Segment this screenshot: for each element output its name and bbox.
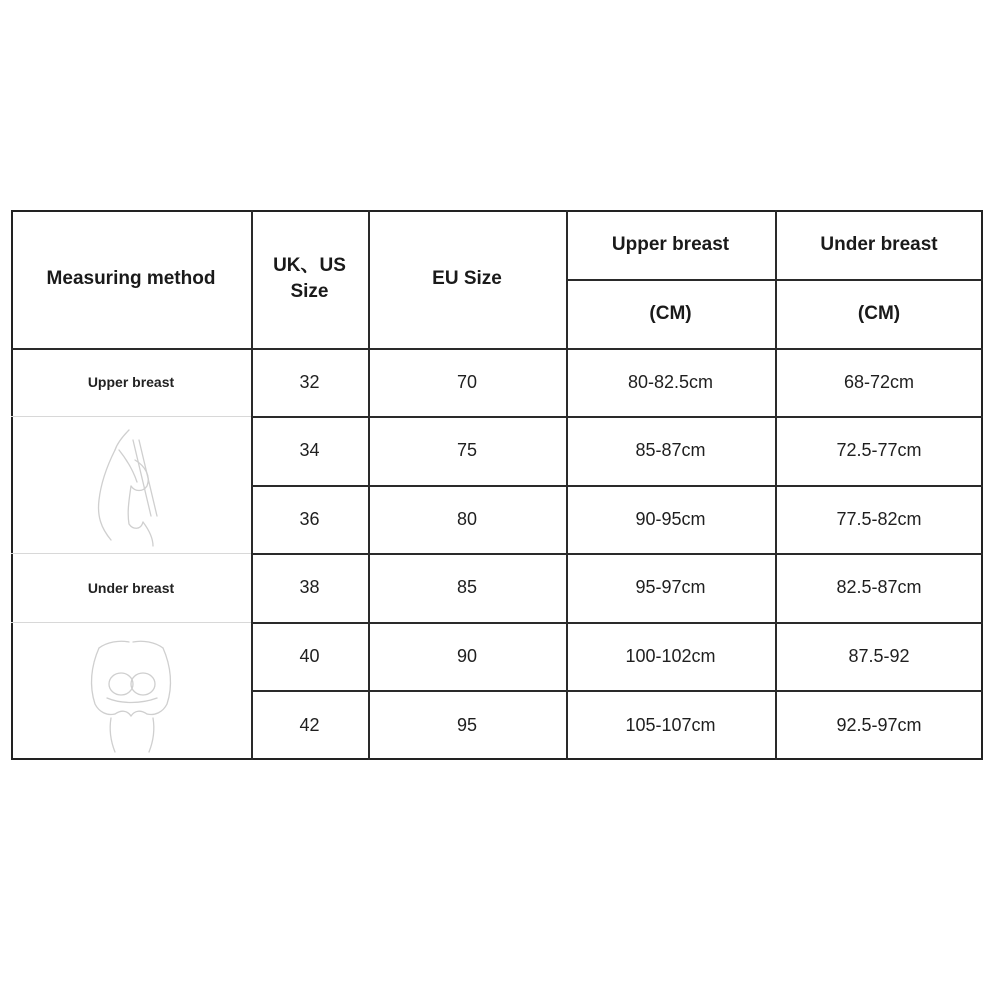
row-1-uk-us: 32 [299,371,320,392]
row-2-under: 72.5-77cm [836,440,922,460]
row-5-uk-us: 40 [299,645,320,666]
method-under-breast-text: Under breast [87,579,175,596]
row-2-upper: 85-87cm [635,440,706,460]
row-3-under: 77.5-82cm [836,508,922,529]
header-under-unit-text: (CM) [857,302,901,324]
row-6-uk-us: 42 [299,714,320,735]
header-upper-breast [566,210,775,279]
header-upper-unit-text: (CM) [649,302,692,324]
row-2-eu: 75 [456,440,478,460]
method-under-breast-label [11,553,251,622]
row-3-eu: 80 [456,508,478,529]
header-upper-breast-text: Upper breast [611,233,730,255]
row-6-under: 92.5-97cm [836,714,922,735]
row-2-uk-us: 34 [299,440,320,460]
row-5-under: 87.5-92 [848,645,910,666]
row-4-eu: 85 [456,577,478,597]
header-under-unit [775,279,983,348]
method-upper-breast-label [11,348,251,416]
header-eu-size [368,210,566,348]
header-uk-us-line1: UK、US [273,255,346,276]
header-uk-us-size [251,210,368,348]
row-5-upper: 100-102cm [625,645,716,666]
row-6-eu: 95 [456,714,478,735]
row-4-under: 82.5-87cm [836,577,922,597]
row-3-upper: 90-95cm [635,508,706,529]
method-upper-breast-text: Upper breast [87,374,175,390]
row-4-uk-us: 38 [299,577,320,597]
row-1-under: 68-72cm [843,371,915,392]
header-under-breast [775,210,983,279]
row-6-upper: 105-107cm [625,714,716,735]
header-measuring-method [11,210,251,348]
header-eu-size-text: EU Size [432,268,502,289]
row-1-upper: 80-82.5cm [627,371,714,392]
under-breast-measuring-figure-icon [11,622,251,760]
header-measuring-method-text: Measuring method [46,268,216,289]
row-4-upper: 95-97cm [635,577,706,597]
header-upper-unit [566,279,775,348]
row-1-eu: 70 [456,371,478,392]
header-uk-us-line2: Size [290,281,329,302]
row-3-uk-us: 36 [299,508,320,529]
row-5-eu: 90 [456,645,478,666]
upper-breast-measuring-figure-icon [11,416,251,553]
header-under-breast-text: Under breast [820,233,938,255]
